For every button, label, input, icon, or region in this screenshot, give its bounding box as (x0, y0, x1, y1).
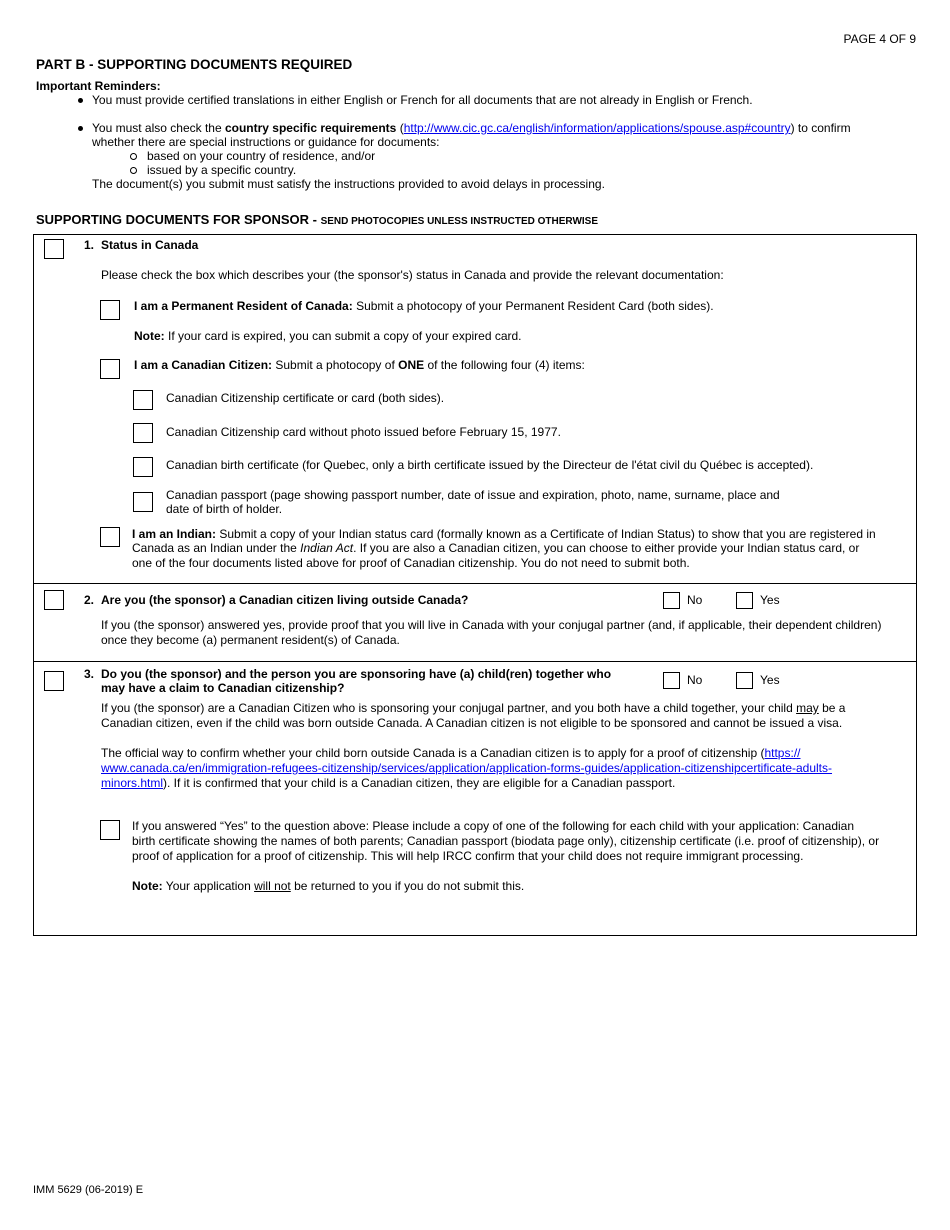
item3-p2-line2 (101, 761, 832, 776)
passport-label-line1: Canadian passport (page showing passport number, date of issue and expiration, photo, name, surname, place and (166, 488, 780, 502)
reminder-country-specific: You must also check the country specific requirements (http://www.cic.gc.ca/english/information/applications/spouse.asp#country) to confirm (92, 121, 851, 135)
birth-certificate-checkbox[interactable] (133, 457, 153, 477)
indian-status-line1: I am an Indian: Submit a copy of your Indian status card (formally known as a Certificate of Indian Status) to show that you are registered in (132, 527, 876, 541)
item3-no-label: No (687, 673, 703, 687)
country-requirements-link[interactable]: http://www.cic.gc.ca/english/information/applications/spouse.asp#country (403, 121, 791, 135)
bullet-icon (78, 126, 83, 131)
item2-no-checkbox[interactable] (663, 592, 680, 609)
item2-no-label: No (687, 593, 703, 607)
citizenship-card-label: Canadian Citizenship card without photo issued before February 15, 1977. (166, 425, 561, 439)
reminder-closing: The document(s) you submit must satisfy the instructions provided to avoid delays in processing. (92, 177, 605, 191)
citizenship-card-checkbox[interactable] (133, 423, 153, 443)
item3-p3-line2: birth certificate showing the names of both parents; Canadian passport (biodata page only), citizenship certificate (i.e. proof of citizenship), or (132, 834, 880, 848)
passport-checkbox[interactable] (133, 492, 153, 512)
item2-explanation-line1: If you (the sponsor) answered yes, provide proof that you will live in Canada with your conjugal partner (and, if applicable, their dependent children) (101, 618, 882, 632)
item1-instruction: Please check the box which describes your (the sponsor's) status in Canada and provide the relevant documentation: (101, 268, 724, 282)
item3-p3-line3: proof of application for a proof of citizenship. This will help IRCC confirm that your child does not require immigrant processing. (132, 849, 804, 863)
bullet-icon (78, 98, 83, 103)
page-number: PAGE 4 OF 9 (843, 32, 916, 46)
citizenship-certificate-label: Canadian Citizenship certificate or card (both sides). (166, 391, 445, 405)
indian-status-line3: one of the four documents listed above for proof of Canadian citizenship. You do not need to submit both. (132, 556, 690, 570)
permanent-resident-label: I am a Permanent Resident of Canada: Submit a photocopy of your Permanent Resident Card (both sides). (134, 299, 714, 313)
canadian-citizen-checkbox[interactable] (100, 359, 120, 379)
proof-citizenship-link-end[interactable]: minors.html (101, 776, 164, 790)
item1-title: Status in Canada (101, 238, 199, 252)
sponsor-section-title: SUPPORTING DOCUMENTS FOR SPONSOR - SEND PHOTOCOPIES UNLESS INSTRUCTED OTHERWISE (36, 212, 599, 227)
indian-status-line2: Canada as an Indian under the Indian Act. If you are also a Canadian citizen, you can choose to either provide your Indian status card, or (132, 541, 860, 555)
item3-question-line1: Do you (the sponsor) and the person you are sponsoring have (a) child(ren) together who (101, 667, 612, 681)
circle-bullet-icon (130, 153, 137, 160)
permanent-resident-note: Note: If your card is expired, you can submit a copy of your expired card. (134, 329, 522, 343)
indian-status-checkbox[interactable] (100, 527, 120, 547)
divider (34, 583, 917, 584)
child-documents-checkbox[interactable] (100, 820, 120, 840)
reminder-country-line2: whether there are special instructions or guidance for documents: (92, 135, 440, 149)
item2-number: 2. (84, 593, 95, 607)
item3-p2-line1: The official way to confirm whether your child born outside Canada is a Canadian citizen is to apply for a proof of citizenship (https:// (101, 746, 801, 760)
birth-certificate-label: Canadian birth certificate (for Quebec, only a birth certificate issued by the Directeur de l'état civil du Québec is accepted). (166, 458, 814, 472)
item2-explanation-line2: once they become (a) permanent resident(s) of Canada. (101, 633, 400, 647)
item3-note: Note: Your application will not be returned to you if you do not submit this. (132, 879, 525, 893)
passport-label-line2: date of birth of holder. (166, 502, 283, 516)
reminder-sub-country: issued by a specific country. (147, 163, 297, 177)
item2-question: Are you (the sponsor) a Canadian citizen living outside Canada? (101, 593, 469, 607)
item3-p2-line3: minors.html). If it is confirmed that your child is a Canadian citizen, they are eligible for a Canadian passport. (101, 776, 676, 790)
item3-p3-line1: If you answered “Yes” to the question above: Please include a copy of one of the following for each child with your application: Canadian (132, 819, 855, 833)
item3-yes-label: Yes (760, 673, 780, 687)
form-code-footer: IMM 5629 (06-2019) E (33, 1184, 144, 1196)
item3-checkbox[interactable] (44, 671, 64, 691)
item3-p1-line1: If you (the sponsor) are a Canadian Citizen who is sponsoring your conjugal partner, and you both have a child together, your child may be a (101, 701, 846, 715)
item3-number: 3. (84, 667, 95, 681)
reminder-translations: You must provide certified translations in either English or French for all documents that are not already in English or French. (92, 93, 753, 107)
item1-checkbox[interactable] (44, 239, 64, 259)
permanent-resident-checkbox[interactable] (100, 300, 120, 320)
item1-number: 1. (84, 238, 95, 252)
reminder-sub-residence: based on your country of residence, and/or (147, 149, 376, 163)
reminders-heading: Important Reminders: (36, 79, 161, 93)
item3-p1-line2: Canadian citizen, even if the child was born outside Canada. A Canadian citizen is not eligible to be sponsored and cannot be issued a visa. (101, 716, 843, 730)
item2-yes-checkbox[interactable] (736, 592, 753, 609)
item3-no-checkbox[interactable] (663, 672, 680, 689)
part-title: PART B - SUPPORTING DOCUMENTS REQUIRED (36, 57, 353, 72)
item3-question-line2: may have a claim to Canadian citizenship? (101, 681, 345, 695)
item2-yes-label: Yes (760, 593, 780, 607)
proof-citizenship-link[interactable]: https:// (764, 746, 801, 760)
canadian-citizen-label: I am a Canadian Citizen: Submit a photocopy of ONE of the following four (4) items: (134, 358, 585, 372)
circle-bullet-icon (130, 167, 137, 174)
divider (34, 661, 917, 662)
item2-checkbox[interactable] (44, 590, 64, 610)
citizenship-certificate-checkbox[interactable] (133, 390, 153, 410)
item3-yes-checkbox[interactable] (736, 672, 753, 689)
proof-citizenship-link-cont[interactable]: www.canada.ca/en/immigration-refugees-citizenship/services/application/application-forms-guides/application-citizenshipcertificate-adults- (101, 761, 833, 775)
